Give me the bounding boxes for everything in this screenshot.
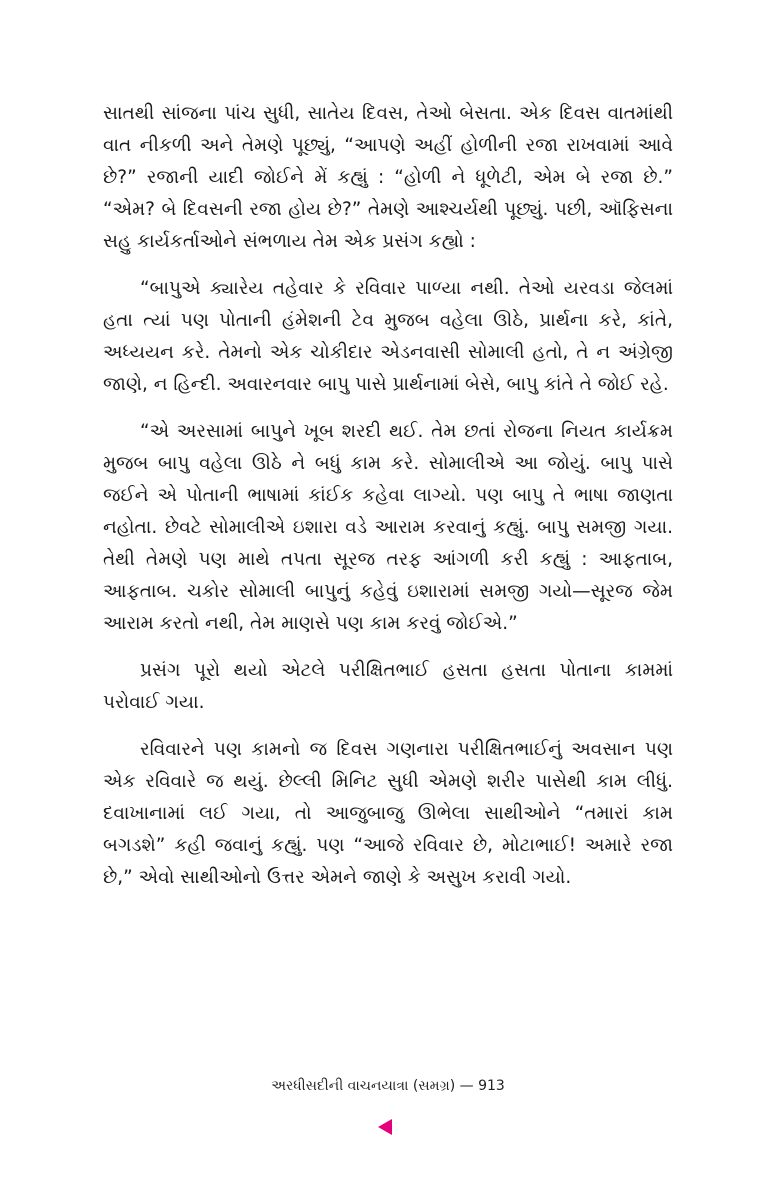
paragraph-1: સાતથી સાંજના પાંચ સુધી, સાતેય દિવસ, તેઓ બેસતા. એક દિવસ વાતમાંથી વાત નીકળી અને તેમણે પૂછ્યું, “આપણે અહીં હોળીની રજા રાખવામાં આવે છે?” રજાની યાદી જોઈને મેં કહ્યું : “હોળી ને ધૂળેટી, એમ બે રજા છે.” “એમ? બે દિવસની રજા હોય છે?” તેમણે આશ્ચર્યથી પૂછ્યું. પછી, ઑફિસના સહુ કાર્યકર્તાઓને સંભળાય તેમ એક પ્રસંગ કહ્યો : [103,103,673,252]
paragraph-3: “એ અરસામાં બાપુને ખૂબ શરદી થઈ. તેમ છતાં રોજના નિયત કાર્યક્રમ મુજબ બાપુ વહેલા ઊઠે ને બધું કામ કરે. સોમાલીએ આ જોયું. બાપુ પાસે જઈને એ પોતાની ભાષામાં કાંઈક કહેવા લાગ્યો. પણ બાપુ તે ભાષા જાણતા નહોતા. છેવટે સોમાલીએ ઇશારા વડે આરામ કરવાનું કહ્યું. બાપુ સમજી ગયા. તેથી તેમણે પણ માથે તપતા સૂરજ તરફ આંગળી કરી કહ્યું : આફતાબ, આફતાબ. ચકોર સોમાલી બાપુનું કહેવું ઇશારામાં સમજી ગયો—સૂરજ જેમ આરામ કરતો નથી, તેમ માણસે પણ કામ કરવું જોઈએ.” [103,421,673,634]
paragraph-2: “બાપુએ ક્યારેય તહેવાર કે રવિવાર પાળ્યા નથી. તેઓ યરવડા જેલમાં હતા ત્યાં પણ પોતાની હંમેશની ટેવ મુજબ વહેલા ઊઠે, પ્રાર્થના કરે, કાંતે, અધ્યયન કરે. તેમનો એક ચોકીદાર એડનવાસી સોમાલી હતો, તે ન અંગ્રેજી જાણે, ન હિન્દી. અવારનવાર બાપુ પાસે પ્રાર્થનામાં બેસે, બાપુ કાંતે તે જોઈ રહે. [103,278,673,395]
page-footer: અરધીસદીની વાચનયાત્રા (સમગ્ર) — 913 [271,1078,505,1094]
paragraph-4: પ્રસંગ પૂરો થયો એટલે પરીક્ષિતભાઈ હસતા હસતા પોતાના કામમાં પરોવાઈ ગયા. [103,660,673,713]
paragraph-5: રવિવારને પણ કામનો જ દિવસ ગણનારા પરીક્ષિતભાઈનું અવસાન પણ એક રવિવારે જ થયું. છેલ્લી મિનિટ સુધી એમણે શરીર પાસેથી કામ લીધું. દવાખાનામાં લઈ ગયા, તો આજુબાજુ ઊભેલા સાથીઓને “તમારાં કામ બગડશે” કહી જવાનું કહ્યું. પણ “આજે રવિવાર છે, મોટાભાઈ! અમારે રજા છે,” એવો સાથીઓનો ઉત્તર એમને જાણે કે અસુખ કરાવી ગયો. [103,739,673,888]
previous-page-arrow-icon[interactable] [378,1119,392,1135]
page-body [103,98,673,909]
